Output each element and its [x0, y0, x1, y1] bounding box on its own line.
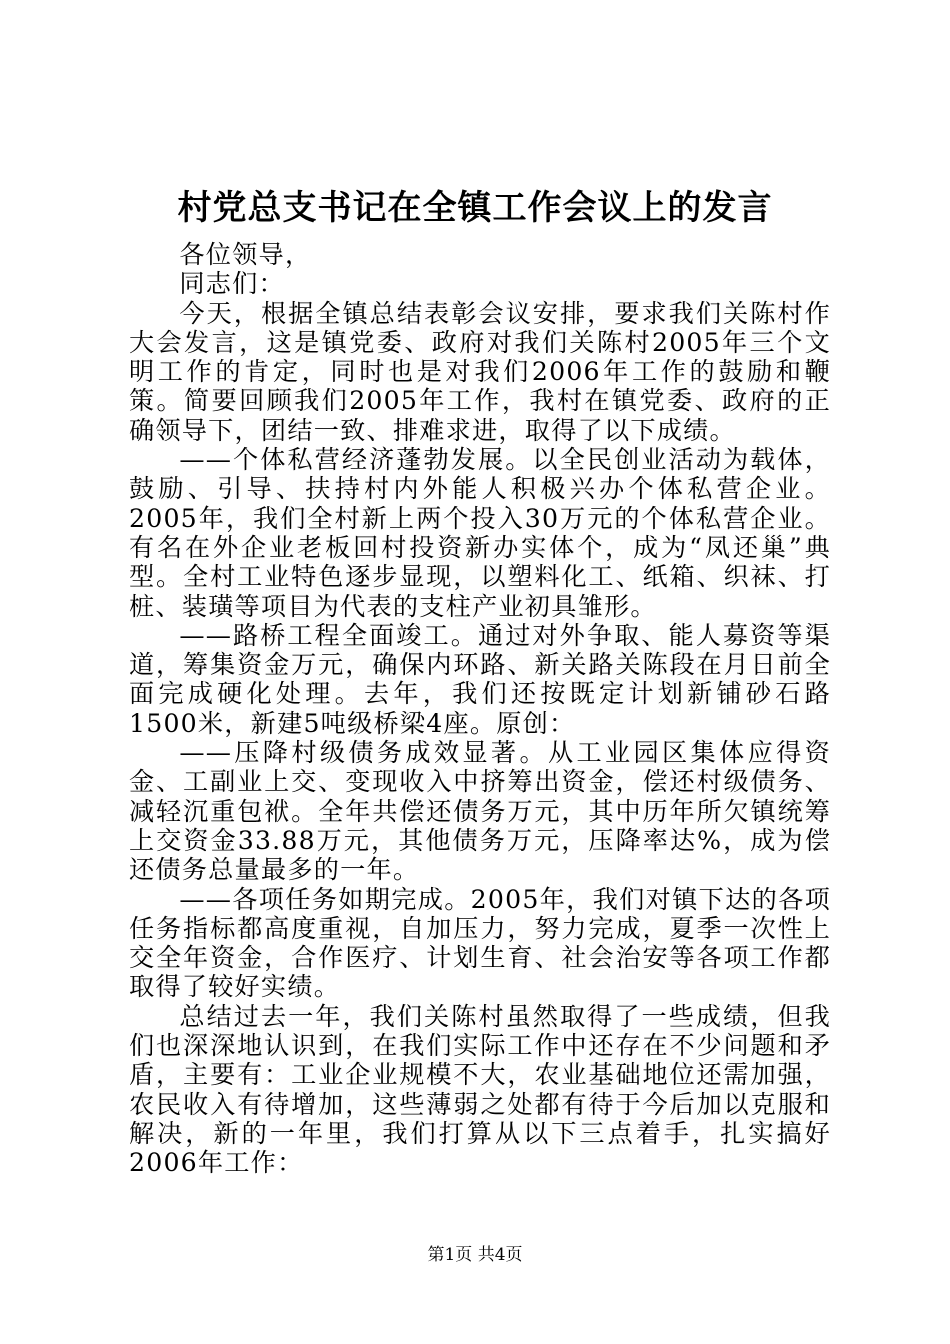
- document-body: [129, 240, 831, 1178]
- paragraph-private-economy: ——个体私营经济蓬勃发展。以全民创业活动为载体，鼓励、引导、扶持村内外能人积极兴办个体私营企业。2005年，我们全村新上两个投入30万元的个体私营企业。有名在外企业老板回村投资新办实体个，成为“凤还巢”典型。全村工业特色逐步显现，以塑料化工、纸箱、织袜、打桩、装璜等项目为代表的支柱产业初具雏形。: [129, 445, 831, 621]
- paragraph-summary: 总结过去一年，我们关陈村虽然取得了一些成绩，但我们也深深地认识到，在我们实际工作中还存在不少问题和矛盾，主要有：工业企业规模不大，农业基础地位还需加强，农民收入有待增加，这些薄弱之处都有待于今后加以克服和解决，新的一年里，我们打算从以下三点着手，扎实搞好2006年工作：: [129, 1001, 831, 1178]
- paragraph-debt-reduction: ——压降村级债务成效显著。从工业园区集体应得资金、工副业上交、变现收入中挤筹出资金，偿还村级债务、减轻沉重包袱。全年共偿还债务万元，其中历年所欠镇统筹上交资金33.88万元，其他债务万元，压降率达%，成为偿还债务总量最多的一年。: [129, 738, 831, 885]
- salutation-leaders: 各位领导，: [179, 240, 312, 269]
- page-number-footer: 第1页 共4页: [427, 1245, 523, 1265]
- salutation-comrades: 同志们：: [179, 269, 285, 299]
- paragraph-road-bridge: ——路桥工程全面竣工。通过对外争取、能人募资等渠道，筹集资金万元，确保内环路、新关路关陈段在月日前全面完成硬化处理。去年，我们还按既定计划新铺砂石路1500米，新建5吨级桥梁4座。原创：: [129, 620, 831, 738]
- document-title: 村党总支书记在全镇工作会议上的发言: [177, 188, 773, 228]
- paragraph-intro: 今天，根据全镇总结表彰会议安排，要求我们关陈村作大会发言，这是镇党委、政府对我们关陈村2005年三个文明工作的肯定，同时也是对我们2006年工作的鼓励和鞭策。简要回顾我们2005年工作，我村在镇党委、政府的正确领导下，团结一致、排难求进，取得了以下成绩。: [129, 298, 831, 445]
- paragraph-tasks-completed: ——各项任务如期完成。2005年，我们对镇下达的各项任务指标都高度重视，自加压力，努力完成，夏季一次性上交全年资金，合作医疗、计划生育、社会治安等各项工作都取得了较好实绩。: [129, 884, 831, 1002]
